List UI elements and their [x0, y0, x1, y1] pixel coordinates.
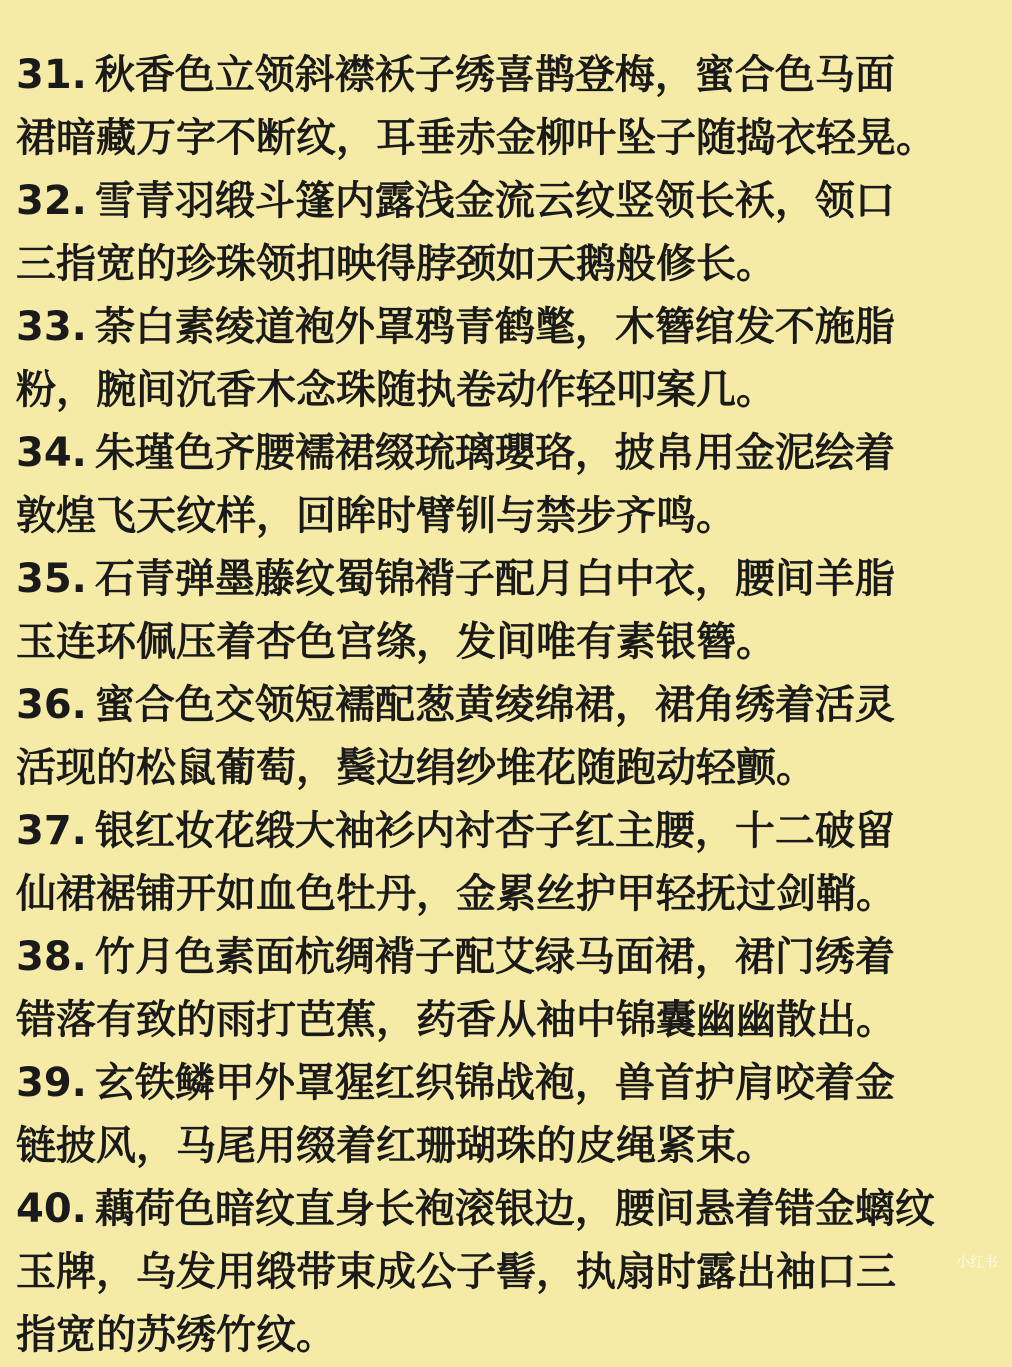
- entry-line: [16, 170, 1006, 233]
- entry-line: [16, 107, 1006, 170]
- entry-line: [16, 233, 1006, 296]
- text-list: [16, 44, 1006, 1367]
- entry-line: [16, 674, 1006, 737]
- watermark: 小红书: [956, 1255, 998, 1271]
- entry-line: [16, 296, 1006, 359]
- entry-line: [16, 1052, 1006, 1115]
- entry-text: 敦煌飞天纹样，回眸时臂钏与禁步齐鸣。: [16, 493, 736, 539]
- entry-line: [16, 989, 1006, 1052]
- entry-number: 32.: [16, 178, 87, 224]
- entry-line: [16, 863, 1006, 926]
- entry-line: [16, 1178, 1006, 1241]
- list-item: [16, 170, 1006, 296]
- entry-text: 朱瑾色齐腰襦裙缀琉璃瓔珞，披帛用金泥绘着: [94, 430, 895, 476]
- entry-text: 玉连环佩压着杏色宫绦，发间唯有素银簪。: [16, 619, 776, 665]
- entry-text: 石青弹墨藤纹蜀锦褙子配月白中衣，腰间羊脂: [94, 556, 895, 602]
- list-item: [16, 800, 1006, 926]
- list-item: [16, 422, 1006, 548]
- entry-line: [16, 1241, 1006, 1304]
- entry-number: 34.: [16, 430, 87, 476]
- entry-text: 错落有致的雨打芭蕉，药香从袖中锦囊幽幽散出。: [16, 997, 896, 1043]
- entry-text: 活现的松鼠葡萄，鬓边绢纱堆花随跑动轻颤。: [16, 745, 816, 791]
- entry-text: 竹月色素面杭绸褙子配艾绿马面裙，裙门绣着: [94, 934, 895, 980]
- entry-text: 粉，腕间沉香木念珠随执卷动作轻叩案几。: [16, 367, 776, 413]
- entry-number: 35.: [16, 556, 87, 602]
- entry-line: [16, 1304, 1006, 1367]
- entry-text: 裙暗藏万字不断纹，耳垂赤金柳叶坠子随捣衣轻晃。: [16, 115, 936, 161]
- entry-line: [16, 737, 1006, 800]
- entry-line: [16, 548, 1006, 611]
- entry-number: 37.: [16, 808, 87, 854]
- list-item: [16, 44, 1006, 170]
- list-item: [16, 1052, 1006, 1178]
- entry-text: 链披风，马尾用缀着红珊瑚珠的皮绳紧束。: [16, 1123, 776, 1169]
- entry-number: 40.: [16, 1186, 87, 1232]
- entry-number: 33.: [16, 304, 87, 350]
- entry-number: 31.: [16, 52, 87, 98]
- entry-text: 银红妆花缎大袖衫内衬杏子红主腰，十二破留: [94, 808, 895, 854]
- entry-text: 蜜合色交领短襦配葱黄绫绵裙，裙角绣着活灵: [94, 682, 895, 728]
- entry-line: [16, 359, 1006, 422]
- entry-line: [16, 422, 1006, 485]
- entry-text: 三指宽的珍珠领扣映得脖颈如天鹅般修长。: [16, 241, 776, 287]
- list-item: [16, 674, 1006, 800]
- list-item: [16, 926, 1006, 1052]
- entry-line: [16, 485, 1006, 548]
- entry-text: 雪青羽缎斗篷内露浅金流云纹竖领长袄，领口: [94, 178, 895, 224]
- entry-number: 38.: [16, 934, 87, 980]
- entry-text: 指宽的苏绣竹纹。: [16, 1312, 336, 1358]
- entry-line: [16, 926, 1006, 989]
- entry-line: [16, 1115, 1006, 1178]
- list-item: [16, 548, 1006, 674]
- entry-line: [16, 611, 1006, 674]
- entry-line: [16, 44, 1006, 107]
- entry-text: 藕荷色暗纹直身长袍滚银边，腰间悬着错金螭纹: [94, 1186, 935, 1232]
- entry-text: 荼白素绫道袍外罩鸦青鹤氅，木簪绾发不施脂: [94, 304, 895, 350]
- entry-text: 玉牌，乌发用缎带束成公子髻，执扇时露出袖口三: [16, 1249, 896, 1295]
- list-item: [16, 1178, 1006, 1367]
- entry-text: 玄铁鳞甲外罩猩红织锦战袍，兽首护肩咬着金: [94, 1060, 895, 1106]
- entry-number: 36.: [16, 682, 87, 728]
- entry-text: 仙裙裾铺开如血色牡丹，金累丝护甲轻抚过剑鞘。: [16, 871, 896, 917]
- entry-number: 39.: [16, 1060, 87, 1106]
- entry-line: [16, 800, 1006, 863]
- entry-text: 秋香色立领斜襟袄子绣喜鹊登梅，蜜合色马面: [94, 52, 895, 98]
- list-item: [16, 296, 1006, 422]
